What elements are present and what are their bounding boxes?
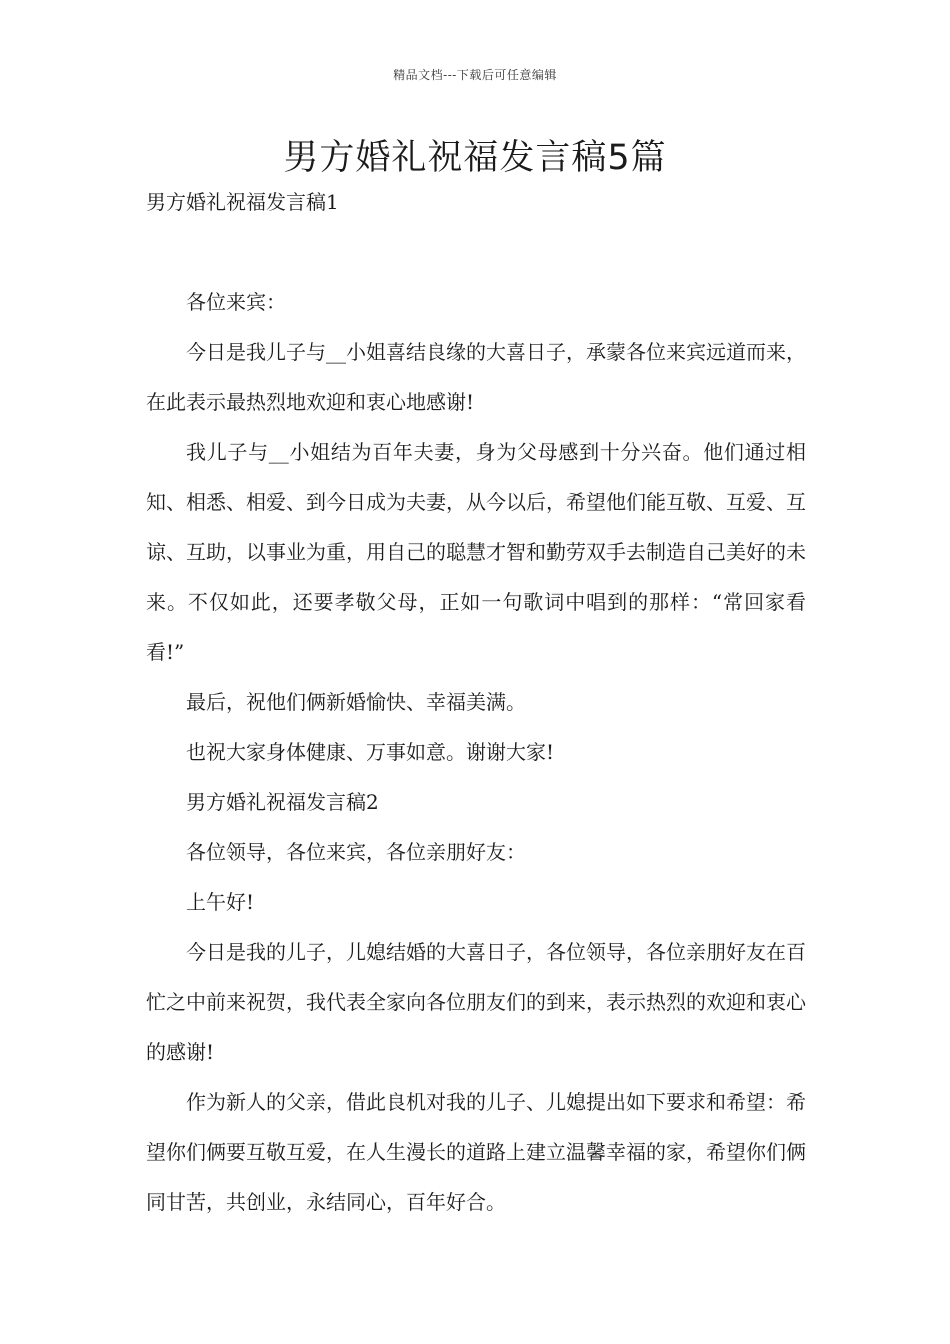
paragraph: 最后，祝他们俩新婚愉快、幸福美满。 — [186, 690, 526, 714]
paragraph: 今日是我儿子与__小姐喜结良缘的大喜日子，承蒙各位来宾远道而来，在此表示最热烈地欢迎和衷心地感谢! — [146, 340, 806, 414]
page-header-note: 精品文档---下载后可任意编辑 — [393, 68, 557, 82]
paragraph: 我儿子与__小姐结为百年夫妻，身为父母感到十分兴奋。他们通过相知、相悉、相爱、到今日成为夫妻，从今以后，希望他们能互敬、互爱、互谅、互助，以事业为重，用自己的聪慧才智和勤劳双手去制造自己美好的未来。不仅如此，还要孝敬父母，正如一句歌词中唱到的那样：“常回家看看!” — [146, 440, 806, 664]
paragraph: 今日是我的儿子，儿媳结婚的大喜日子，各位领导，各位亲朋好友在百忙之中前来祝贺，我代表全家向各位朋友们的到来，表示热烈的欢迎和衷心的感谢! — [146, 940, 806, 1064]
section-heading-2: 男方婚礼祝福发言稿2 — [186, 790, 379, 814]
section-heading-1: 男方婚礼祝福发言稿1 — [146, 190, 339, 214]
paragraph-greeting: 各位来宾： — [186, 290, 286, 314]
paragraph: 也祝大家身体健康、万事如意。谢谢大家! — [186, 740, 555, 764]
document-body — [146, 277, 806, 1227]
paragraph-greeting: 各位领导，各位来宾，各位亲朋好友： — [186, 840, 526, 864]
paragraph: 上午好! — [186, 890, 255, 914]
paragraph: 作为新人的父亲，借此良机对我的儿子、儿媳提出如下要求和希望：希望你们俩要互敬互爱，在人生漫长的道路上建立温馨幸福的家，希望你们俩同甘苦，共创业，永结同心，百年好合。 — [146, 1090, 806, 1214]
document-title: 男方婚礼祝福发言稿5篇 — [283, 138, 667, 178]
